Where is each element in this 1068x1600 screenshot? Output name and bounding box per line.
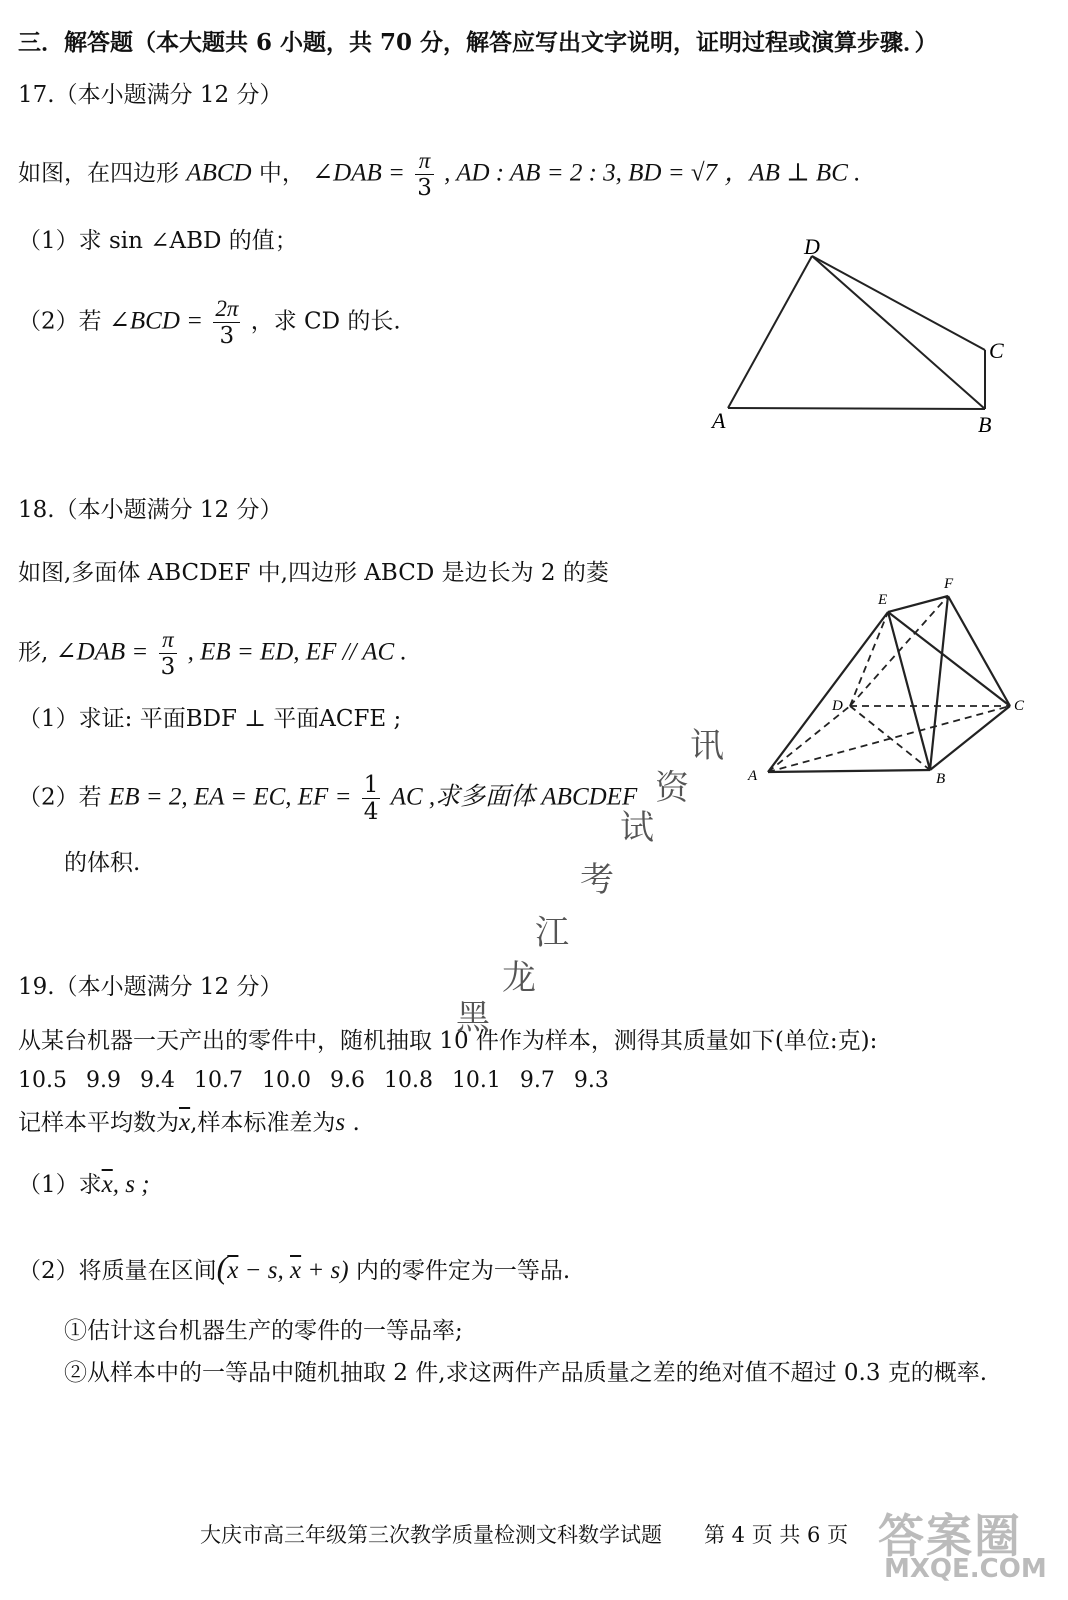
- q18-intro-line2: [18, 627, 407, 680]
- q19-interval-open: (: [216, 1249, 228, 1285]
- q17-part2-fraction: [213, 296, 240, 349]
- q19-data-row: [18, 1066, 609, 1096]
- label-D: D: [804, 234, 820, 259]
- q19-stat-prefix: 记样本平均数为: [18, 1110, 179, 1136]
- section-heading: 三．解答题（本大题共 6 小题，共 70 分，解答应写出文字说明，证明过程或演算步骤．）: [18, 29, 938, 56]
- watermark-char: 讯: [690, 726, 724, 766]
- edge-FC: [948, 596, 1010, 706]
- site-logo: [878, 1500, 1058, 1590]
- q17-intro-prefix: 如图，在四边形: [18, 160, 179, 187]
- edge-DC: [812, 256, 985, 350]
- edge-AE: [768, 612, 888, 772]
- q18-one: 1: [363, 772, 379, 798]
- q17-part2-suffix: ，求 CD 的长.: [250, 308, 401, 335]
- q19-s: s: [335, 1109, 346, 1136]
- q18-part2-fraction: [362, 772, 381, 825]
- edge-AC: [768, 706, 1010, 772]
- q18-intro-line1: 如图,多面体 ABCDEF 中,四边形 ABCD 是边长为 2 的菱: [18, 560, 609, 586]
- edge-DB: [850, 706, 930, 770]
- q17-fraction: [415, 148, 434, 201]
- q18-part1: （1）求证: 平面BDF ⊥ 平面ACFE ;: [18, 706, 402, 732]
- label-F: F: [944, 576, 954, 592]
- data-value: 10.5: [18, 1068, 67, 1093]
- data-value: 10.0: [261, 1068, 311, 1093]
- label-B: B: [978, 412, 992, 437]
- q18-part2-cont: 的体积.: [64, 850, 141, 876]
- label-E: E: [878, 592, 888, 608]
- data-value: 10.8: [383, 1068, 433, 1093]
- logo-text: 答案圈: [878, 1509, 1022, 1563]
- edge-DE: [850, 612, 888, 706]
- edge-EF: [888, 596, 948, 612]
- label-B: B: [936, 771, 946, 787]
- edge-EC: [888, 612, 1010, 706]
- q18-polyhedron-figure: [740, 570, 1040, 790]
- q19-part1-prefix: （1）求: [18, 1172, 102, 1198]
- q19-stat-suffix: .: [345, 1110, 360, 1136]
- q19-part2: [18, 1249, 571, 1286]
- q17-part2-angle: ∠BCD =: [108, 307, 204, 335]
- q19-stat-mid: ,样本标准差为: [190, 1110, 336, 1136]
- q18-fraction: [159, 627, 178, 680]
- edge-DF: [850, 596, 948, 706]
- page-footer: 大庆市高三年级第三次教学质量检测文科数学试题 第 4 页 共 6 页: [200, 1523, 849, 1547]
- label-C: C: [989, 338, 1004, 363]
- q19-sub1: ①估计这台机器生产的零件的一等品率;: [64, 1318, 463, 1344]
- q17-part1: （1）求 sin ∠ABD 的值；: [18, 228, 298, 254]
- edge-AB: [768, 770, 930, 772]
- data-value: 9.6: [329, 1068, 365, 1093]
- edge-EB: [888, 612, 930, 770]
- q19-interval-xbar2: $\overline{x}$: [290, 1257, 302, 1284]
- label-A: A: [712, 408, 726, 433]
- q17-perp: ，AB ⊥ BC .: [724, 159, 861, 187]
- q17-ratio: , AD : AB = 2 : 3, BD = √7: [444, 159, 718, 187]
- q18-part2-expr: EB = 2, EA = EC, EF =: [108, 783, 352, 811]
- q19-header: 19.（本小题满分 12 分）: [18, 974, 283, 1000]
- q19-part1-suffix: , s ;: [112, 1171, 150, 1198]
- q17-three: 3: [417, 175, 432, 201]
- label-C: C: [1014, 698, 1025, 714]
- q17-part2-prefix: （2）若: [18, 308, 102, 335]
- q18-pi: π: [159, 627, 178, 654]
- watermark-char: 考: [580, 860, 614, 900]
- q18-part2: [18, 772, 637, 825]
- q18-angle: ∠DAB =: [55, 638, 149, 666]
- q17-angle: ∠DAB =: [312, 159, 405, 187]
- edge-DB: [812, 256, 985, 409]
- data-value: 9.9: [85, 1068, 121, 1093]
- edge-AB: [728, 408, 985, 409]
- edge-FB: [930, 596, 948, 770]
- q17-quadrilateral-figure: [700, 230, 1030, 440]
- q18-part2-prefix: （2）若: [18, 784, 102, 811]
- data-value: 9.4: [139, 1068, 175, 1093]
- q17-header: 17.（本小题满分 12 分）: [18, 82, 283, 108]
- q18-four: 4: [363, 799, 379, 825]
- data-value: 10.7: [193, 1068, 243, 1093]
- watermark-char: 试: [620, 808, 654, 848]
- data-value: 10.1: [451, 1068, 501, 1093]
- q17-part2: [18, 296, 401, 349]
- q17-part2-num: 2π: [215, 296, 239, 321]
- data-value: 9.3: [573, 1068, 609, 1093]
- q19-interval-xbar1: $\overline{x}$: [227, 1257, 239, 1284]
- edge-DA: [728, 256, 812, 408]
- q19-part2-suffix: 内的零件定为一等品.: [348, 1258, 571, 1284]
- label-A: A: [748, 768, 758, 784]
- q17-pi: π: [415, 148, 434, 175]
- q19-interval-close: + s): [301, 1257, 349, 1284]
- q18-intro2-suffix: , EB = ED, EF // AC .: [187, 638, 407, 666]
- label-D: D: [832, 698, 843, 714]
- watermark-char: 资: [655, 768, 689, 808]
- q19-xbar: $\overline{x}$: [179, 1109, 191, 1136]
- q17-intro-quad: ABCD: [186, 159, 252, 187]
- q19-part2-prefix: （2）将质量在区间: [18, 1258, 217, 1284]
- q17-part2-den: 3: [219, 323, 235, 349]
- watermark-char: 黑: [456, 998, 490, 1038]
- data-value: 9.7: [519, 1068, 555, 1093]
- q17-intro: [18, 148, 860, 201]
- edge-BC: [930, 706, 1010, 770]
- watermark-char: 龙: [502, 958, 536, 998]
- q17-intro-mid: 中，: [258, 160, 305, 187]
- q19-part1: [18, 1170, 150, 1200]
- q19-part1-xbar: $\overline{x}$: [101, 1171, 113, 1198]
- q19-stat-def: [18, 1108, 360, 1138]
- q18-header: 18.（本小题满分 12 分）: [18, 497, 283, 523]
- q18-part2-suffix: AC ,求多面体 ABCDEF: [390, 783, 638, 811]
- watermark-char: 江: [535, 913, 569, 953]
- q19-intro: 从某台机器一天产出的零件中，随机抽取 10 件作为样本，测得其质量如下(单位:克):: [18, 1028, 878, 1054]
- q19-sub2: ②从样本中的一等品中随机抽取 2 件,求这两件产品质量之差的绝对值不超过 0.3 克的概率.: [64, 1360, 988, 1386]
- q19-interval-mid: − s,: [238, 1257, 291, 1284]
- logo-domain: MXQE.COM: [884, 1554, 1047, 1584]
- q18-three: 3: [160, 654, 176, 680]
- q18-intro2-prefix: 形,: [18, 639, 49, 666]
